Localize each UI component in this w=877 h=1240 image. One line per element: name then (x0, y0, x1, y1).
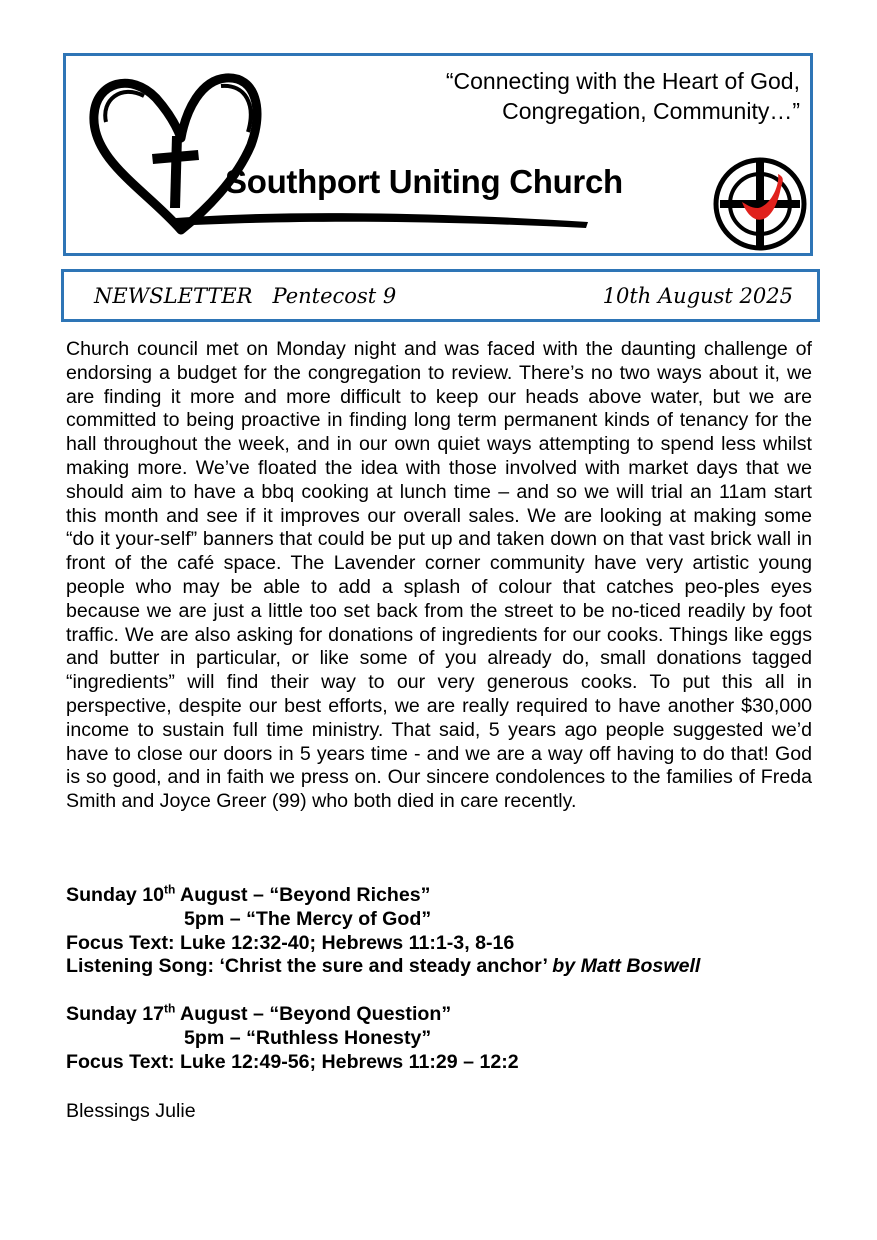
newsletter-label-group (94, 284, 396, 308)
service-1-day: Sunday 10th August – “Beyond Riches” (66, 882, 431, 906)
service-2-focus-text: Focus Text: Luke 12:49-56; Hebrews 11:29 – 12:2 (66, 1050, 519, 1073)
signoff: Blessings Julie (66, 1100, 196, 1122)
newsletter-title-bar (61, 269, 820, 322)
body-paragraph: Church council met on Monday night and was faced with the daunting challenge of endorsing a budget for the congregation to review. There’s no two ways about it, we are finding it more and more difficult to keep our heads above water, but we are committed to being proactive in finding long term permanent kinds of tenancy for the hall throughout the week, and in our own quiet ways attempting to spend less whilst making more. We’ve floated the idea with those involved with market days that we should aim to have a bbq cooking at lunch time – and so we will trial an 11am start this month and see if it improves our overall sales. We are looking at making some “do it your-self” banners that could be put up and taken down on that vast brick wall in front of the café space. The Lavender corner community have very artistic young people who may be able to add a splash of colour that catches peo-ples eyes because we are just a little too set back from the street to be no-ticed readily by foot traffic. We are also asking for donations of ingredients for our cooks. Things like eggs and butter in particular, or like some of you already do, small donations tagged “ingredients” will find their way to our very generous cooks. To put this all in perspective, despite our best efforts, we are really required to have another $30,000 income to sustain full time ministry. That said, 5 years ago people suggested we’d have to close our doors in 5 years time - and we are a way off having to do that! God is so good, and in faith we press on. Our sincere condolences to the families of Freda Smith and Joyce Greer (99) who both died in care recently. (66, 338, 812, 813)
masthead (63, 53, 813, 256)
service-listings (66, 884, 812, 1074)
service-1-evening: 5pm – “The Mercy of God” (184, 907, 432, 930)
church-name: Southport Uniting Church (225, 163, 623, 200)
tagline-line-2: Congregation, Community…” (502, 98, 800, 124)
newsletter-date: 10th August 2025 (602, 284, 793, 308)
newsletter-label: NEWSLETTER (94, 284, 253, 308)
service-2-day: Sunday 17th August – “Beyond Question” (66, 1001, 452, 1025)
newsletter-season: Pentecost 9 (272, 284, 397, 308)
tagline-line-1: “Connecting with the Heart of God, (445, 68, 800, 94)
service-1-focus-text: Focus Text: Luke 12:32-40; Hebrews 11:1-3, 8-16 (66, 931, 515, 954)
service-2-evening: 5pm – “Ruthless Honesty” (184, 1026, 432, 1049)
uniting-church-emblem-icon (712, 156, 808, 252)
tagline (446, 66, 800, 126)
service-1-listening-song: Listening Song: ‘Christ the sure and steady anchor’ by Matt Boswell (66, 955, 701, 978)
